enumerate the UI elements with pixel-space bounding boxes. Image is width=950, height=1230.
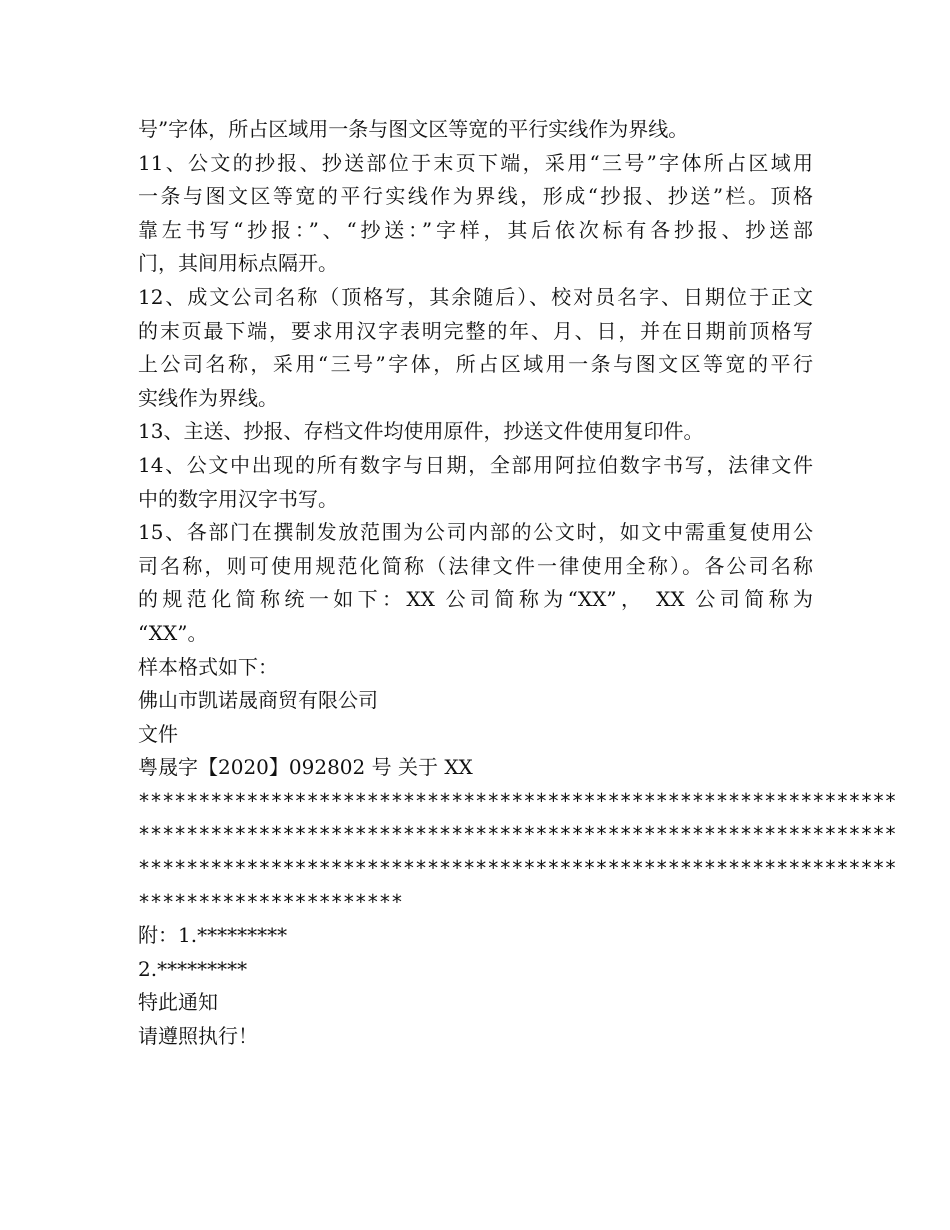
paragraph-line: 靠左书写“抄报：”、“抄送：”字样，其后依次标有各抄报、抄送部 <box>138 217 813 242</box>
attachment-line: 2.********* <box>138 956 248 981</box>
paragraph-line: 13、主送、抄报、存档文件均使用原件，抄送文件使用复印件。 <box>138 419 704 444</box>
notice-line: 特此通知 <box>138 990 218 1015</box>
paragraph-line: 门，其间用标点隔开。 <box>138 251 338 276</box>
sample-heading: 样本格式如下： <box>138 654 278 679</box>
document-number: 粤晟字【2020】092802 号 关于 XX <box>138 755 473 780</box>
placeholder-stars-line: *************************************************************** <box>138 788 897 813</box>
paragraph-line: 中的数字用汉字书写。 <box>138 486 338 511</box>
paragraph-line: 司名称，则可使用规范化简称（法律文件一律使用全称）。各公司名称 <box>138 553 813 578</box>
paragraph-line: 12、成文公司名称（顶格写，其余随后）、校对员名字、日期位于正文 <box>138 284 813 309</box>
placeholder-stars-line: *************************************************************** <box>138 856 897 881</box>
placeholder-stars-line: *************************************************************** <box>138 822 897 847</box>
paragraph-line: 号”字体，所占区域用一条与图文区等宽的平行实线作为界线。 <box>138 117 689 141</box>
closing-line: 请遵照执行！ <box>138 1024 258 1049</box>
paragraph-line: “XX”。 <box>138 620 208 645</box>
document-body <box>138 113 897 1054</box>
paragraph-line: 的末页最下端，要求用汉字表明完整的年、月、日，并在日期前顶格写 <box>138 318 813 343</box>
attachment-line: 附：1.********* <box>138 923 288 948</box>
paragraph-line: 的规范化简称统一如下：XX 公司简称为“XX”， XX 公司简称为 <box>138 587 813 612</box>
document-label: 文件 <box>138 721 178 746</box>
paragraph-line: 15、各部门在撰制发放范围为公司内部的公文时，如文中需重复使用公 <box>138 520 813 545</box>
paragraph-line: 14、公文中出现的所有数字与日期，全部用阿拉伯数字书写，法律文件 <box>138 452 813 477</box>
paragraph-line: 实线作为界线。 <box>138 385 278 410</box>
placeholder-stars-line: ********************** <box>138 889 403 914</box>
paragraph-line: 上公司名称，采用“三号”字体，所占区域用一条与图文区等宽的平行 <box>138 352 813 377</box>
company-name: 佛山市凯诺晟商贸有限公司 <box>138 688 378 713</box>
paragraph-line: 11、公文的抄报、抄送部位于末页下端，采用“三号”字体所占区域用 <box>138 150 813 175</box>
paragraph-line: 一条与图文区等宽的平行实线作为界线，形成“抄报、抄送”栏。顶格 <box>138 184 813 209</box>
